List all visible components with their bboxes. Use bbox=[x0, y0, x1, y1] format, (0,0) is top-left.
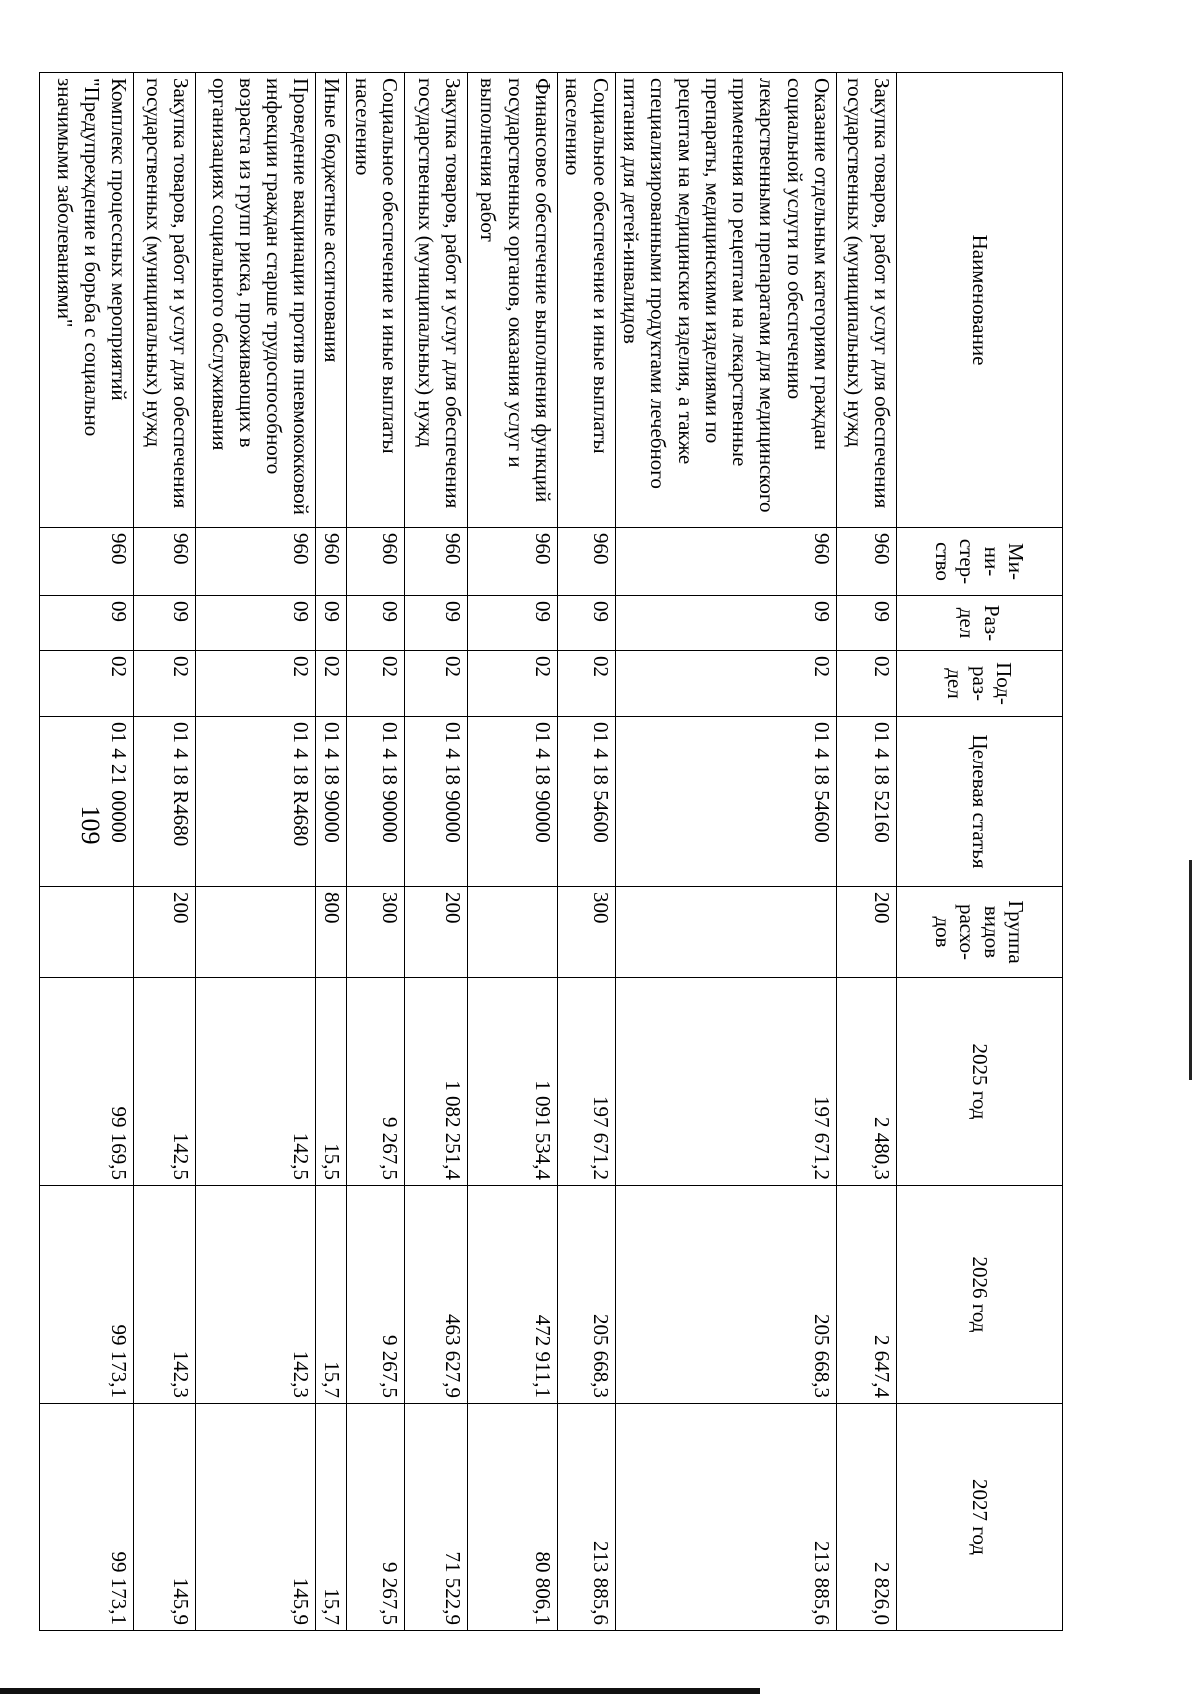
table-row bbox=[134, 73, 196, 1631]
cell-name: Социальное обеспечение и иные выплаты населению bbox=[558, 73, 616, 528]
table-row bbox=[837, 73, 897, 1631]
cell-ministry: 960 bbox=[615, 528, 836, 596]
cell-target: 01 4 18 54600 bbox=[558, 717, 616, 887]
cell-ministry: 960 bbox=[316, 528, 347, 596]
cell-section: 09 bbox=[316, 596, 347, 651]
cell-subsection: 02 bbox=[196, 651, 316, 717]
cell-2026: 205 668,3 bbox=[615, 1186, 836, 1404]
cell-2025: 1 082 251,4 bbox=[405, 978, 468, 1186]
cell-group: 300 bbox=[558, 887, 616, 978]
cell-section: 09 bbox=[468, 596, 558, 651]
cell-2026: 472 911,1 bbox=[468, 1186, 558, 1404]
cell-2027: 145,9 bbox=[196, 1404, 316, 1631]
header-year-2025: 2025 год bbox=[897, 978, 1063, 1186]
table-row bbox=[196, 73, 316, 1631]
table-row bbox=[347, 73, 405, 1631]
cell-group: 300 bbox=[347, 887, 405, 978]
cell-target: 01 4 18 90000 bbox=[316, 717, 347, 887]
table-header-row bbox=[897, 73, 1063, 1631]
cell-name: Комплекс процессных мероприятий "Предупреждение и борьба с социально значимыми заболеваниями" bbox=[40, 73, 134, 528]
cell-2026: 142,3 bbox=[196, 1186, 316, 1404]
cell-2025: 99 169,5 bbox=[40, 978, 134, 1186]
cell-target: 01 4 18 R4680 bbox=[196, 717, 316, 887]
rotated-table-frame bbox=[52, 72, 1063, 1630]
table-row bbox=[405, 73, 468, 1631]
cell-ministry: 960 bbox=[405, 528, 468, 596]
cell-2027: 213 885,6 bbox=[615, 1404, 836, 1631]
cell-group bbox=[468, 887, 558, 978]
cell-2027: 2 826,0 bbox=[837, 1404, 897, 1631]
cell-2027: 15,7 bbox=[316, 1404, 347, 1631]
cell-subsection: 02 bbox=[615, 651, 836, 717]
cell-2026: 2 647,4 bbox=[837, 1186, 897, 1404]
cell-ministry: 960 bbox=[837, 528, 897, 596]
cell-group bbox=[196, 887, 316, 978]
cell-name: Финансовое обеспечение выполнения функций государственных органов, оказания услуг и выполнения работ bbox=[468, 73, 558, 528]
header-expense-group: Группа видов расхо-дов bbox=[897, 887, 1063, 978]
cell-section: 09 bbox=[196, 596, 316, 651]
cell-2025: 2 480,3 bbox=[837, 978, 897, 1186]
cell-2027: 71 522,9 bbox=[405, 1404, 468, 1631]
cell-subsection: 02 bbox=[40, 651, 134, 717]
cell-name: Оказание отдельным категориям граждан социальной услуги по обеспечению лекарственными препаратами для медицинского применения по рецептам на лекарственные препараты, медицинскими изделиями по рецептам на медицинские изделия, а также специализированными продуктами лечебного питания для детей-инвалидов bbox=[615, 73, 836, 528]
cell-section: 09 bbox=[837, 596, 897, 651]
cell-group: 200 bbox=[837, 887, 897, 978]
cell-target: 01 4 21 00000 bbox=[40, 717, 134, 887]
cell-2025: 197 671,2 bbox=[615, 978, 836, 1186]
cell-2027: 9 267,5 bbox=[347, 1404, 405, 1631]
table-row bbox=[615, 73, 836, 1631]
cell-target: 01 4 18 90000 bbox=[405, 717, 468, 887]
cell-2026: 15,7 bbox=[316, 1186, 347, 1404]
cell-target: 01 4 18 R4680 bbox=[134, 717, 196, 887]
header-ministry: Ми-ни-стер-ство bbox=[897, 528, 1063, 596]
cell-subsection: 02 bbox=[316, 651, 347, 717]
cell-section: 09 bbox=[405, 596, 468, 651]
budget-table-container bbox=[52, 72, 1063, 1630]
cell-target: 01 4 18 54600 bbox=[615, 717, 836, 887]
cell-2026: 205 668,3 bbox=[558, 1186, 616, 1404]
cell-2025: 142,5 bbox=[196, 978, 316, 1186]
cell-name: Социальное обеспечение и иные выплаты населению bbox=[347, 73, 405, 528]
cell-2027: 80 806,1 bbox=[468, 1404, 558, 1631]
scan-fold-line bbox=[0, 1688, 760, 1694]
page-number: 109 bbox=[76, 805, 105, 845]
cell-subsection: 02 bbox=[558, 651, 616, 717]
cell-ministry: 960 bbox=[468, 528, 558, 596]
budget-table bbox=[39, 72, 1063, 1631]
table-row bbox=[558, 73, 616, 1631]
cell-2027: 99 173,1 bbox=[40, 1404, 134, 1631]
cell-section: 09 bbox=[558, 596, 616, 651]
header-section: Раз-дел bbox=[897, 596, 1063, 651]
cell-ministry: 960 bbox=[134, 528, 196, 596]
cell-2026: 99 173,1 bbox=[40, 1186, 134, 1404]
cell-ministry: 960 bbox=[196, 528, 316, 596]
cell-section: 09 bbox=[40, 596, 134, 651]
cell-group: 800 bbox=[316, 887, 347, 978]
cell-2026: 9 267,5 bbox=[347, 1186, 405, 1404]
cell-subsection: 02 bbox=[468, 651, 558, 717]
header-year-2026: 2026 год bbox=[897, 1186, 1063, 1404]
cell-group bbox=[615, 887, 836, 978]
cell-group: 200 bbox=[134, 887, 196, 978]
cell-ministry: 960 bbox=[40, 528, 134, 596]
cell-subsection: 02 bbox=[347, 651, 405, 717]
cell-name: Проведение вакцинации против пневмококковой инфекции граждан старше трудоспособного возраста из групп риска, проживающих в организациях социального обслуживания bbox=[196, 73, 316, 528]
cell-2025: 15,5 bbox=[316, 978, 347, 1186]
scan-edge-line bbox=[1189, 860, 1192, 1080]
table-row bbox=[40, 73, 134, 1631]
header-target: Целевая статья bbox=[897, 717, 1063, 887]
table-row bbox=[468, 73, 558, 1631]
cell-ministry: 960 bbox=[558, 528, 616, 596]
cell-section: 09 bbox=[134, 596, 196, 651]
cell-group bbox=[40, 887, 134, 978]
header-name: Наименование bbox=[897, 73, 1063, 528]
cell-group: 200 bbox=[405, 887, 468, 978]
cell-2025: 142,5 bbox=[134, 978, 196, 1186]
cell-2027: 145,9 bbox=[134, 1404, 196, 1631]
cell-2026: 463 627,9 bbox=[405, 1186, 468, 1404]
cell-ministry: 960 bbox=[347, 528, 405, 596]
cell-2025: 9 267,5 bbox=[347, 978, 405, 1186]
cell-name: Иные бюджетные ассигнования bbox=[316, 73, 347, 528]
header-subsection: Под-раз-дел bbox=[897, 651, 1063, 717]
cell-subsection: 02 bbox=[405, 651, 468, 717]
header-year-2027: 2027 год bbox=[897, 1404, 1063, 1631]
cell-2026: 142,3 bbox=[134, 1186, 196, 1404]
cell-section: 09 bbox=[347, 596, 405, 651]
cell-name: Закупка товаров, работ и услуг для обеспечения государственных (муниципальных) нужд bbox=[405, 73, 468, 528]
cell-name: Закупка товаров, работ и услуг для обеспечения государственных (муниципальных) нужд bbox=[134, 73, 196, 528]
cell-target: 01 4 18 90000 bbox=[468, 717, 558, 887]
cell-target: 01 4 18 52160 bbox=[837, 717, 897, 887]
cell-section: 09 bbox=[615, 596, 836, 651]
cell-target: 01 4 18 90000 bbox=[347, 717, 405, 887]
table-row bbox=[316, 73, 347, 1631]
cell-2027: 213 885,6 bbox=[558, 1404, 616, 1631]
cell-2025: 1 091 534,4 bbox=[468, 978, 558, 1186]
cell-subsection: 02 bbox=[837, 651, 897, 717]
cell-name: Закупка товаров, работ и услуг для обеспечения государственных (муниципальных) нужд bbox=[837, 73, 897, 528]
cell-subsection: 02 bbox=[134, 651, 196, 717]
cell-2025: 197 671,2 bbox=[558, 978, 616, 1186]
